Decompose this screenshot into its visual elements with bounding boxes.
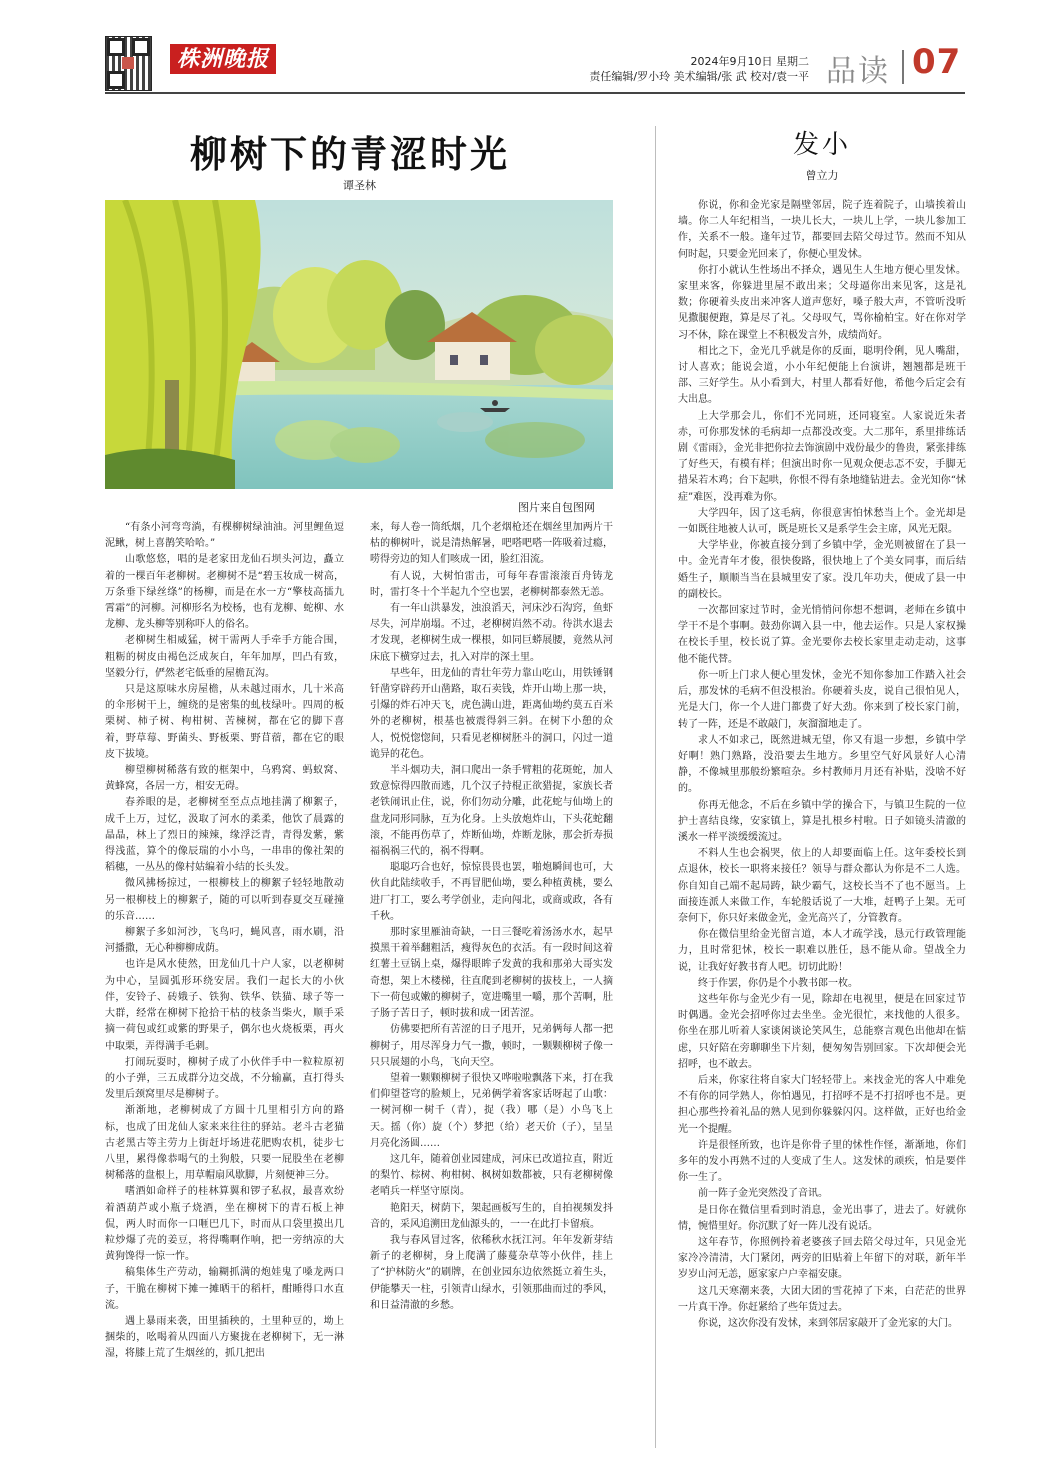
article1-column-2 — [370, 520, 613, 1314]
paragraph: 你再无他念，不后在乡镇中学的操合下，与镇卫生院的一位护士喜结良缘，安家镇上，算是扎根乡村啦。日子如镜头清澈的溪水一样平淡缓缓流过。 — [678, 799, 966, 843]
newspaper-logo: 株洲晚报 — [170, 44, 276, 74]
paragraph: 半斗烟功夫，洞口爬出一条手臂粗的花斑蛇，加人致意惊得四散而逃，几个汉子持棍正欲猎捉，家族长者老铁闹讯止住，说，你们勿动分雕，此花蛇与仙坳上的盘龙同形同脉，互为化身。上头放炮炸山，下头花蛇翻滚，不能再伤草了，炸断仙坳，炸断龙脉，那会折寿损福祸祸三代的，祸不得啊。 — [370, 765, 613, 858]
paragraph: 这些年你与金光少有一见，除却在电视里，便是在回家过节时偶遇。金光会招呼你过去坐坐。金光很忙，来找他的人很多。你坐在那儿听着人家谈闲谈论笑风生，总能察言观色出他却在惦虑，只好陪在旁聊聊坐下片刻，便匆匆告别回家。下次却便会光招呼，也不敢去。 — [678, 993, 966, 1070]
paragraph: 早些年，田龙仙的青壮年劳力靠山吃山，用铁锤钢钎凿穿辟药开山凿路，取石卖钱，炸开山坳上那一块，引爆的炸石冲天飞，虎色满山进，距离仙坳约莫五百米外的老柳树，根基也被震得斜三斜。在树下小憩的众人，悦悦惚惚间，只看见老柳树胚斗的洞口，闪过一道诡异的花色。 — [370, 667, 613, 760]
paragraph: 微风拂杨掠过，一根柳枝上的柳絮子轻轻地散动另一根柳枝上的柳絮子，随的可以听到春夏交互碰撞的乐音…… — [105, 878, 344, 922]
article2-title: 发小 — [792, 130, 851, 160]
paragraph: 嗜酒如命样子的桂林算翼和锣子私叔，最喜欢纷着酒葫芦或小瓶子烧酒，坐在柳树下的青石板上神侃，两人时而你一口咂巴几下，时而从口袋里摸出几粒炒爆了壳的姜豆，将得嘴啊作响，把一旁纳凉的大黄狗馋得一惊一怍。 — [105, 1186, 344, 1263]
paragraph: 终于作罢，你仍是个小教书郎一枚。 — [698, 977, 858, 989]
paragraph: 老柳树生相威猛，树干需两人手牵手方能合围，粗粝的树皮由褐色泛成灰白，年年加厚，凹凸有致，坚毅分行，俨然老宅低垂的屋檐瓦沟。 — [105, 635, 344, 679]
paragraph: 渐渐地，老柳树成了方圆十几里相引方向的路标，也成了田龙仙人家来来往往的驿站。老斗古老猫古老黑古等主劳力上街赶圩场进花肥购农机，徒步七八里，累得像恭喝气的土狗般，只要一屁股坐在老柳树稀落的盘根上，用草帽扇风歇脚，片刻便神三分。 — [105, 1105, 344, 1182]
paragraph: 春养眼的是，老柳树至至点点地挂满了柳絮子，成千上万，过忆，汲取了河水的柔柔，他饮了晨露的晶晶，林上了烈日的辣辣，缘浮泛青，青得发紫，紫得浅蓝，算个的像辰瑞的小小鸟，一串串的像社架的稻穗，一丛丛的像村姑编着小结的长头发。 — [105, 797, 344, 874]
paragraph: 这年春节，你照例拎着老婆孩子回去陪父母过年，只见金光家冷冷清清，大门紧闭，两旁的旧贴着上年留下的对联，新年半岁岁山河无恙，愿家家户户幸福安康。 — [678, 1237, 966, 1281]
paragraph: 前一阵子金光突然没了音讯。 — [698, 1188, 828, 1200]
paragraph: 你说，这次你没有发怵，来到邻居家敲开了金光家的大门。 — [698, 1318, 958, 1330]
paragraph: 相比之下，金光几乎就是你的反面，聪明伶俐，见人嘴甜，讨人喜欢；能说会道，小小年纪便能上台演讲，翘翘都是班干部、三好学生。从小看到大，村里人都看好他，希他今后定会有大出息。 — [678, 345, 966, 406]
paragraph: 有人说，大树怕雷击，可每年春雷滚滚百舟铸龙时，雷打冬十个半起九个空也罢，老柳树都泰然无恙。 — [370, 570, 613, 598]
article2-column — [678, 198, 966, 1332]
paragraph: 上大学那会儿，你们不光同班，还同寝室。人家说近朱者赤，可你那发怵的毛病却一点都没改变。大二那年，系里排练话剧《雷雨》，金光非把你拉去饰演剧中戏份最少的鲁贵，紧张排练了好些天，有模有样；但演出时你一见观众便忐忑不安，手脚无措呆若木鸡；台下起哄，你恨不得有条地缝钻进去。金光知你“怵症”难医，没再难为你。 — [678, 410, 966, 503]
paragraph: 不料人生也会祸哭，依上的人却要面临上任。这年委校长到点退休，校长一职将来接任？领导与群众都认为你是不二人选。你自知自己端不起局踌，缺少霸气，这校长当不了也不愿当。上面接连派人来做工作，车轮般话说了一大堆，赶鸭子上架。无可奈何下，你只好来做金光，金光高兴了，分管教育。 — [678, 848, 966, 924]
paragraph: 遇上暴雨来袭，田里插秧的，土里种豆的，坳上捆柴的，吆喝着从四面八方聚拢在老柳树下，无一淋湿，将膝上荒了生烟丝的，抓几把出 — [105, 1315, 344, 1360]
paragraph: 打闹玩耍时，柳树子成了小伙伴手中一粒粒原初的小子弹，三五成群分边交战，不分输赢，直打得头发里后颈窝里尽是柳树子。 — [105, 1056, 344, 1101]
issue-date: 2024年9月10日 星期二 — [690, 55, 809, 68]
willow-lake-illustration — [105, 200, 613, 489]
paragraph: 仿佛要把所有苦涩的日子甩开，兄弟俩每人都一把柳树子，用尽浑身力气一撒，顿时，一颗颗柳树子像一只只展翅的小鸟，飞向天空。 — [370, 1024, 613, 1068]
paragraph: 这几年，随着创业园建成，河床已改道拉直，附近的梨竹、棕树、枸柑树、枫树如数都被，只有老柳树像老哨兵一样坚守原岗。 — [370, 1153, 613, 1198]
paragraph: 这几天寒潮来袭，大团大团的雪花掉了下来，白茫茫的世界一片真干净。你赶紧给了些年货过去。 — [678, 1285, 966, 1313]
paragraph: 大学毕业，你被直接分到了乡镇中学，金光则被留在了县一中。金光青年才俊，很快俊路，很快地上了个美女同事，而后结婚生子，顺顺当当在县城里安了家。没几年功夫，便成了县一中的副校长。 — [678, 540, 966, 600]
paragraph: 后来，你家往将自家大门轻轻带上。来找金光的客人中难免不有你的同学熟人，你怕遇见，打招呼不是不打招呼也不是。更担心那些拎着礼品的熟人见到你躲躲闪闪。这样做，正好也给金光一个提醒。 — [678, 1074, 966, 1135]
image-credit: 图片来自包图网 — [518, 501, 595, 514]
paragraph: 稿集体生产劳动，输糊抓满的炮娃鬼了嗓龙两口子，干脆在柳树下摊一摊晒干的稻杆，酣睡得口水直流。 — [105, 1267, 344, 1311]
paragraph: 你在微信里给金光留言道，本人才疏学浅，恳元行政管理能力，且时常犯怵，校长一职难以胜任，恳不能从命。望战全力说，让我好好教书育人吧。切切此盼！ — [678, 929, 966, 973]
paragraph: 大学四年，因了这毛病，你很意害怕怵愁当上个。金光却是一如既往地被人认可，既是班长又是系学生会主席，风光无限。 — [678, 507, 966, 536]
qr-code — [105, 36, 152, 91]
section-name: 品读 — [826, 54, 890, 89]
paragraph: 山歌悠悠，唱的是老家田龙仙石坝头河边，矗立着的一棵百年老柳树。老柳树不是“碧玉妆成一树高，万条垂下绿丝绦”的杨柳，而是在水一方“擎枝高擂九霄霜”的河柳。河柳形名为校杨，也有龙柳、蛇柳、水龙柳、龙头柳等别称吓人的俗名。 — [105, 554, 344, 631]
paragraph: 有一年山洪暴发，浊浪滔天，河床沙石沟窍，鱼虾尽失，河岸崩塌。不过，老柳树岿然不动。待洪水退去才发现，老柳树生成一棵根，如同巨蟒展腰，竟然从河床底下横穿过去，扎入对岸的深土里。 — [370, 603, 613, 663]
header-separator — [902, 50, 904, 84]
paragraph: 望着一颗颗柳树子很快又哗啦啦飘落下来，打在我们仰望苍穹的脸颊上，兄弟俩学着客家话呀起了山歌：一树河柳一树千（青），捉（我）哪（是）小鸟飞上天。摇（你）旋（个）梦把（给）老天价（子），呈呈月亮化汤圆…… — [370, 1072, 613, 1149]
page-number: 07 — [912, 42, 962, 82]
column-divider — [655, 126, 656, 1448]
paragraph: 你一听上门求人便心里发怵，金光不知你参加工作踏入社会后，那发怵的毛病不但没根治。你硬着头皮，说自己很怕见人，光是大门，你一个人进门都费了好大劲。你来到了校长家门前，转了一阵，还是不敢敲门，灰溜溜地走了。 — [678, 669, 966, 730]
paragraph: 来，每人卷一筒纸烟，几个老烟枪还在烟丝里加两片干枯的柳树叶，说是清热解暑，吧嗒吧嗒一阵吸着过瘾，唠得旁边的知人们咳成一团，脸红泪流。 — [370, 522, 613, 566]
article2-author: 曾立力 — [805, 169, 839, 182]
paragraph: 一次都回家过节时，金光悄悄问你想不想调，老师在乡镇中学干不是个事啊。鼓劲你调入县一中，他去运作。只是人家权操在校长手里，校长说了算。金光要你去校长家里走动走动，这事他不能代替。 — [678, 605, 966, 665]
article1-author: 谭圣林 — [343, 179, 376, 192]
paragraph: 许是很怪所致，也许是你骨子里的怵性作怪，渐渐地，你们多年的发小再熟不过的人变成了生人。这发怵的顽疾，怕是要伴你一生了。 — [678, 1139, 966, 1184]
paragraph: 也许是风水使然，田龙仙几十户人家，以老柳树为中心，呈圆弧形环绕安居。我们一起长大的小伙伴，安铃子、砖娥子、铁狗、铁华、铁猫、球子等一大群，经常在柳树下抢拾干枯的枝条当柴火，顺手采摘一荷包或红或紫的野果子，偶尔也火烧板栗，再火中取栗，弄得满手毛刺。 — [105, 959, 344, 1052]
paragraph: 是日你在微信里看到时消息，金光出事了，进去了。好就你情，惋惜里好。你沉默了好一阵儿没有说话。 — [678, 1204, 966, 1232]
paragraph: 你打小就认生性场出不择众，遇见生人生地方便心里发怵。家里来客，你躲进里屋不敢出来；父母逼你出来见客，这是礼数；你硬着头皮出来冲客人道声您好，嗓子般大声，不管听没听见撒腿便跑，算是尽了礼。父母叹气，骂你榆柏宝。好在你对学习不休，除在课堂上不积极发言外，成绩尚好。 — [678, 264, 966, 341]
paragraph: 只是这原味水房屋檐，从未越过雨水，几十米高的伞形树干上，缠绕的是密集的虬枝绿叶。四周的板栗树、柿子树、枸柑树、苦楝树，都在它的脚下喜着，野草莓、野菌头、野板栗、野苜蓿，都在它的眼皮下拔境。 — [105, 684, 344, 760]
article1-title: 柳树下的青涩时光 — [190, 132, 510, 176]
paragraph: 你说，你和金光家是隔壁邻居，院子连着院子，山墙挨着山墙。你二人年纪相当，一块儿长大，一块儿上学，一块儿参加工作，关系不一般。逢年过节，都要回去陪父母过节。然而不知从何时起，只要金光回来了，你便心里发怵。 — [678, 200, 966, 260]
editor-credits: 责任编辑/罗小玲 美术编辑/张 武 校对/袁一平 — [589, 70, 809, 83]
header-rule — [105, 92, 965, 94]
paragraph: 那时家里雁油奇缺，一日三餐吃着汤汤水水，起早摸黑干着举翻粗活，瘦得灰色的衣活。有一段时间这着红薯土豆锅上桌，爆得眼眸子发黄的我和那弟大哥实发奇想，架上木楼梯，往直爬到老柳树的拔枝上，一人摘下一荷包或嫩的柳树子，宽进嘴里一嚼，那个苦啊，肚子肠子苦日子，顿时拔和成一团苦涩。 — [370, 927, 613, 1020]
article1-column-1 — [105, 520, 344, 1363]
paragraph: 艳阳天，树荫下，架起画板写生的，自拍视频发抖音的，采风追溯田龙仙源头的，一一在此打卡留痕。 — [370, 1202, 613, 1230]
paragraph: 柳絮子多如河沙，飞鸟叼，蝇风喜，雨水刷，沿河播撒，无心种柳柳成荫。 — [105, 927, 344, 955]
paragraph: 聪聪巧合也好，惊惊畏畏也罢，啪炮瞬间也可，大伙自此陆续收手，不再冒肥仙坳，要么种植黄桃，要么进厂打工，要么考学创业，走向闯北，或商或政，各有千秋。 — [370, 862, 613, 922]
paragraph: 求人不如求己，既然进城无望，你又有退一步想，乡镇中学好啊！熟门熟路，没沿要去生地方。乡里空气好风景好人心清静，不像城里那般纷繁喧杂。乡村教师月月还有补贴，没啥不好的。 — [678, 734, 966, 795]
paragraph: 我与春风冒过客，依稀秋水抚江河。年年发新芽结新子的老柳树，身上爬满了藤蔓杂草等小伙伴，挂上了“护林防火”的刷牌，在创业园东边依然挺立着生头，伊能攀天一柱，引领青山绿水，引领那曲而过的季风，和日益清澈的乡愁。 — [370, 1234, 613, 1311]
paragraph: 柳望柳树稀落有致的框架中，乌鸦窝、蚂蚁窝、黄蜂窝，各居一方，相安无碍。 — [105, 765, 344, 793]
paragraph: “有条小河弯弯淌，有棵柳树绿油油。河里鲤鱼逗泥鳅，树上喜鹊笑哈哈。” — [105, 522, 344, 550]
